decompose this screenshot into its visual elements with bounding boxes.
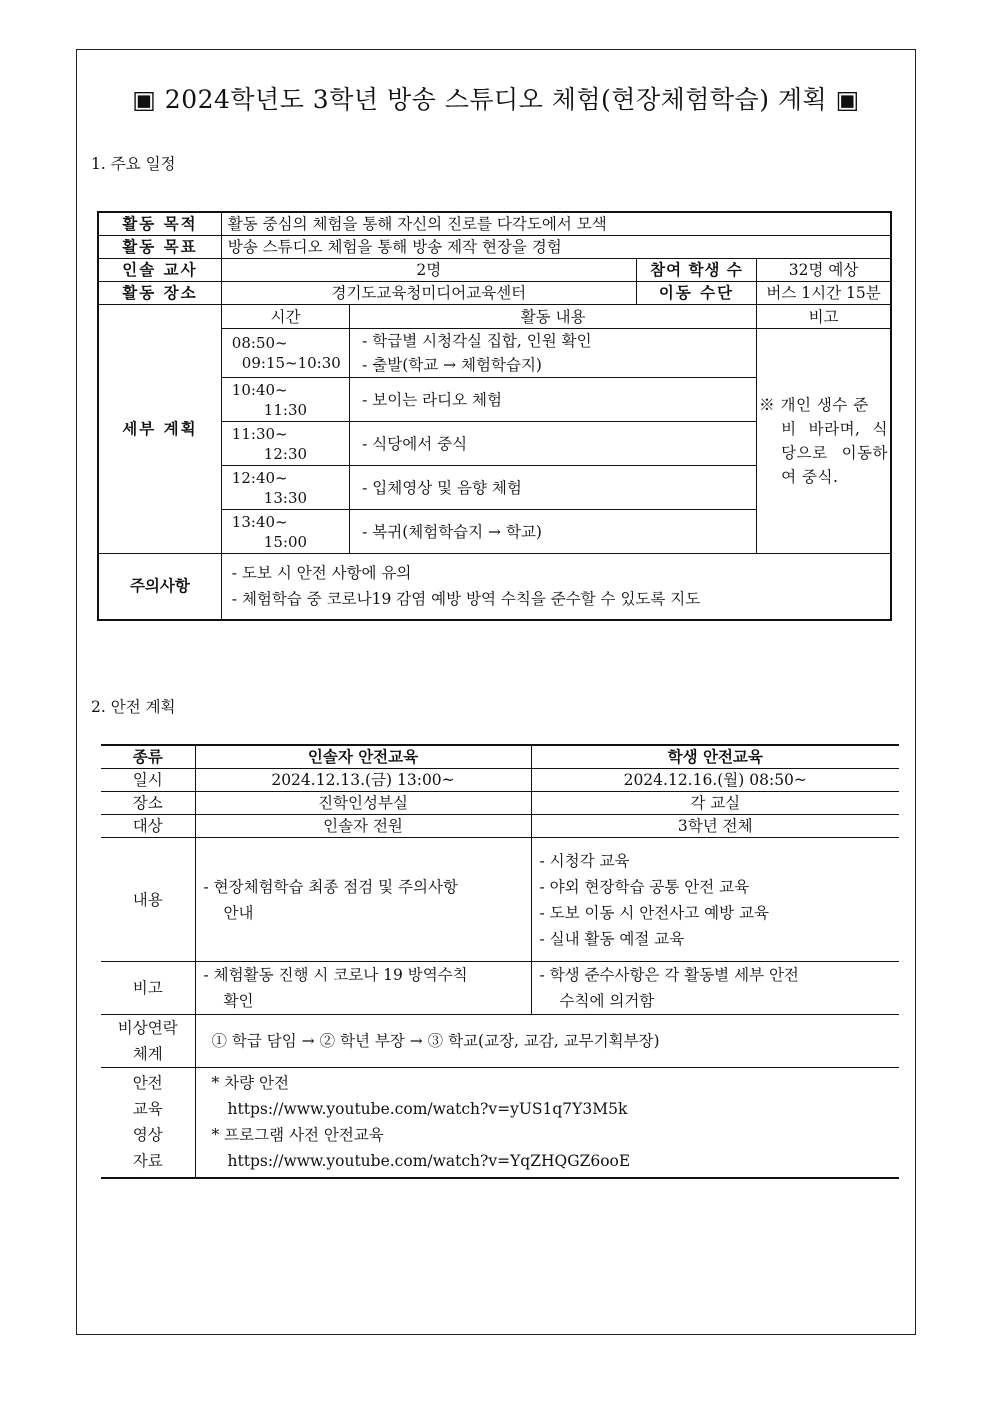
time-start: 11:30~ [231,424,288,443]
goal-value: 방송 스튜디오 체험을 통해 방송 제작 현장을 경험 [221,236,891,259]
video-label [101,1068,195,1178]
activity-line: - 식당에서 중식 [362,434,468,453]
caution-label: 주의사항 [98,554,221,620]
content-label: 내용 [101,838,195,962]
label-line: 체계 [132,1045,163,1063]
schedule-note [757,329,891,554]
time-end: 09:15~10:30 [241,354,341,372]
video-links [195,1068,899,1178]
video-title: * 프로그램 사전 안전교육 [211,1126,384,1145]
remark-line: - 학생 준수사항은 각 활동별 세부 안전 [539,966,799,984]
leader-date: 2024.12.13.(금) 13:00~ [195,769,531,792]
time-start: 12:40~ [231,468,288,487]
schedule-activity [350,422,757,466]
content-line: - 야외 현장학습 공통 안전 교육 [539,877,750,896]
transport-label: 이동 수단 [636,282,756,305]
page-title: ▣ 2024학년도 3학년 방송 스튜디오 체험(현장체험학습) 계획 ▣ [132,85,860,114]
note-line: ※ 개인 생수 준 [759,396,869,414]
time-start: 08:50~ [231,334,288,352]
label-line: 자료 [132,1152,163,1171]
target-label: 대상 [101,815,195,838]
schedule-activity [350,378,757,422]
label-line: 안전 [132,1074,163,1093]
video-link[interactable]: https://www.youtube.com/watch?v=YqZHQGZ6ooE [227,1152,631,1171]
date-label: 일시 [101,769,195,792]
video-title: * 차량 안전 [211,1074,289,1093]
section-heading-schedule: 1. 주요 일정 [91,155,176,173]
leader-place: 진학인성부실 [195,792,531,815]
student-content [531,838,899,962]
time-start: 10:40~ [231,380,288,399]
schedule-activity [350,510,757,554]
activity-line: - 입체영상 및 음향 체험 [362,478,522,497]
emergency-chain: ① 학급 담임 → ② 학년 부장 → ③ 학교(교장, 교감, 교무기획부장) [195,1015,899,1068]
schedule-table [97,211,892,621]
remark-label: 비고 [101,962,195,1015]
safety-table [101,744,899,1179]
video-link[interactable]: https://www.youtube.com/watch?v=yUS1q7Y3M5k [227,1100,628,1119]
leader-content [195,838,531,962]
place-label: 활동 장소 [98,282,221,305]
emergency-label [101,1015,195,1068]
activity-line: - 학급별 시청각실 집합, 인원 확인 [362,332,592,350]
schedule-activity [350,466,757,510]
activity-line: - 복귀(체험학습지 → 학교) [362,522,542,541]
label-line: 비상연락 [117,1019,178,1037]
time-start: 13:40~ [231,512,288,531]
activity-line: - 보이는 라디오 체험 [362,390,502,409]
student-header: 학생 안전교육 [531,745,899,769]
time-end: 12:30 [263,444,308,463]
remark-line: 확인 [223,992,254,1010]
col-note-header: 비고 [757,305,891,329]
place-value: 경기도교육청미디어교육센터 [221,282,636,305]
label-line: 교육 [132,1100,163,1119]
time-end: 11:30 [263,400,308,419]
content-line: - 시청각 교육 [539,851,630,870]
teachers-value: 2명 [221,259,636,282]
content-line: - 현장체험학습 최종 점검 및 주의사항 [203,877,458,896]
content-line: - 도보 이동 시 안전사고 예방 교육 [539,903,769,922]
time-end: 15:00 [263,532,308,551]
schedule-time [221,422,349,466]
col-time-header: 시간 [221,305,349,329]
leader-remark [195,962,531,1015]
schedule-time [221,378,349,422]
schedule-time [221,510,349,554]
section-heading-safety: 2. 안전 계획 [91,698,176,716]
place-label: 장소 [101,792,195,815]
caution-item: - 체험학습 중 코로나19 감염 예방 방역 수칙을 준수할 수 있도록 지도 [231,590,701,609]
goal-label: 활동 목표 [98,236,221,259]
student-place: 각 교실 [531,792,899,815]
teachers-label: 인솔 교사 [98,259,221,282]
remark-line: - 체험활동 진행 시 코로나 19 방역수칙 [203,966,468,984]
schedule-activity [350,329,757,378]
purpose-label: 활동 목적 [98,212,221,236]
type-header: 종류 [101,745,195,769]
leader-header: 인솔자 안전교육 [195,745,531,769]
student-remark [531,962,899,1015]
col-content-header: 활동 내용 [350,305,757,329]
caution-list [221,554,891,620]
note-line: 비 바라며, 식당으로 이동하여 중식. [781,420,888,486]
students-label: 참여 학생 수 [636,259,756,282]
schedule-time [221,466,349,510]
content-line: - 실내 활동 예절 교육 [539,929,685,948]
schedule-time [221,329,349,378]
student-target: 3학년 전체 [531,815,899,838]
purpose-value: 활동 중심의 체험을 통해 자신의 진로를 다각도에서 모색 [221,212,891,236]
remark-line: 수칙에 의거함 [559,992,655,1010]
leader-target: 인솔자 전원 [195,815,531,838]
activity-line: - 출발(학교 → 체험학습지) [362,356,542,374]
label-line: 영상 [132,1126,163,1145]
transport-value: 버스 1시간 15분 [757,282,891,305]
detail-label: 세부 계획 [98,305,221,554]
caution-item: - 도보 시 안전 사항에 유의 [231,564,412,583]
content-line: 안내 [223,903,254,922]
time-end: 13:30 [263,488,308,507]
students-value: 32명 예상 [757,259,891,282]
student-date: 2024.12.16.(월) 08:50~ [531,769,899,792]
